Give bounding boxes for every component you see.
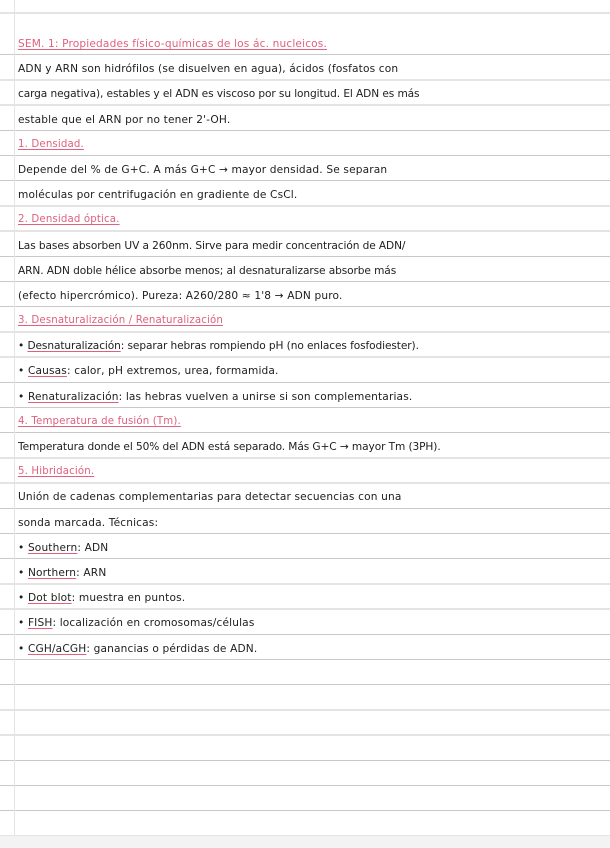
definition-text: : separar hebras rompiendo pH (no enlaces fosfodiester). (120, 340, 419, 353)
bullet: • (18, 541, 25, 554)
densidad-optica-line-2: ARN. ADN doble hélice absorbe menos; al desnaturalizarse absorbe más (18, 264, 397, 277)
page-margin-line (14, 0, 15, 848)
term-dot-blot: Dot blot (27, 592, 72, 605)
heading-hibridacion: 5. Hibridación. (18, 466, 95, 478)
term-fish: FISH (27, 617, 53, 630)
page-title: SEM. 1: Propiedades físico-químicas de los ác. nucleicos. (18, 38, 327, 50)
bullet: • (18, 390, 25, 403)
list-item-renaturalizacion (18, 387, 598, 412)
list-item-northern (18, 563, 598, 588)
hibridacion-line-1: Unión de cadenas complementarias para detectar secuencias con una (18, 491, 402, 504)
intro-line-2: carga negativa), estables y el ADN es viscoso por su longitud. El ADN es más (18, 88, 420, 101)
bullet: • (18, 592, 25, 605)
term-southern: Southern (27, 541, 78, 554)
densidad-optica-line-1: Las bases absorben UV a 260nm. Sirve para medir concentración de ADN/ (18, 239, 406, 252)
hibridacion-line-2: sonda marcada. Técnicas: (18, 516, 159, 529)
heading-temperatura-fusion: 4. Temperatura de fusión (Tm). (18, 415, 181, 427)
bullet: • (18, 642, 25, 655)
definition-text: : muestra en puntos. (71, 592, 186, 605)
bullet: • (18, 566, 25, 579)
page-bottom-band (0, 836, 610, 848)
densidad-line-2: moléculas por centrifugación en gradiente de CsCl. (18, 189, 298, 202)
list-item-desnaturalizacion (18, 336, 598, 361)
bullet: • (18, 617, 25, 630)
term-desnaturalizacion: Desnaturalización (27, 340, 121, 353)
heading-densidad: 1. Densidad. (18, 138, 84, 150)
bullet: • (18, 340, 25, 353)
definition-text: : ADN (77, 541, 109, 554)
definition-text: : ARN (76, 566, 107, 579)
definition-text: : ganancias o pérdidas de ADN. (86, 642, 258, 655)
temperatura-fusion-line-1: Temperatura donde el 50% del ADN está separado. Más G+C → mayor Tm (3PH). (18, 441, 441, 453)
term-northern: Northern (27, 566, 77, 579)
definition-text: : calor, pH extremos, urea, formamida. (66, 365, 279, 378)
heading-densidad-optica: 2. Densidad óptica. (18, 214, 120, 226)
intro-line-3: estable que el ARN por no tener 2'-OH. (18, 113, 231, 126)
list-item-cgh (18, 639, 598, 664)
bullet: • (18, 365, 25, 378)
heading-desnaturalizacion: 3. Desnaturalización / Renaturalización (18, 315, 223, 327)
definition-text: : las hebras vuelven a unirse si son complementarias. (118, 390, 413, 403)
list-item-southern (18, 538, 598, 563)
densidad-line-1: Depende del % de G+C. A más G+C → mayor densidad. Se separan (18, 163, 388, 176)
term-causas: Causas (27, 365, 67, 378)
definition-text: : localización en cromosomas/células (52, 617, 255, 630)
densidad-optica-line-3: (efecto hipercrómico). Pureza: A260/280 ≈ 1'8 → ADN puro. (18, 289, 343, 302)
term-cgh: CGH/aCGH (27, 642, 87, 655)
list-item-dot-blot (18, 588, 598, 613)
term-renaturalizacion: Renaturalización (27, 390, 119, 403)
list-item-fish (18, 613, 598, 638)
intro-line-1: ADN y ARN son hidrófilos (se disuelven en agua), ácidos (fosfatos con (18, 63, 399, 76)
list-item-causas (18, 361, 598, 386)
notes-body (18, 34, 598, 664)
